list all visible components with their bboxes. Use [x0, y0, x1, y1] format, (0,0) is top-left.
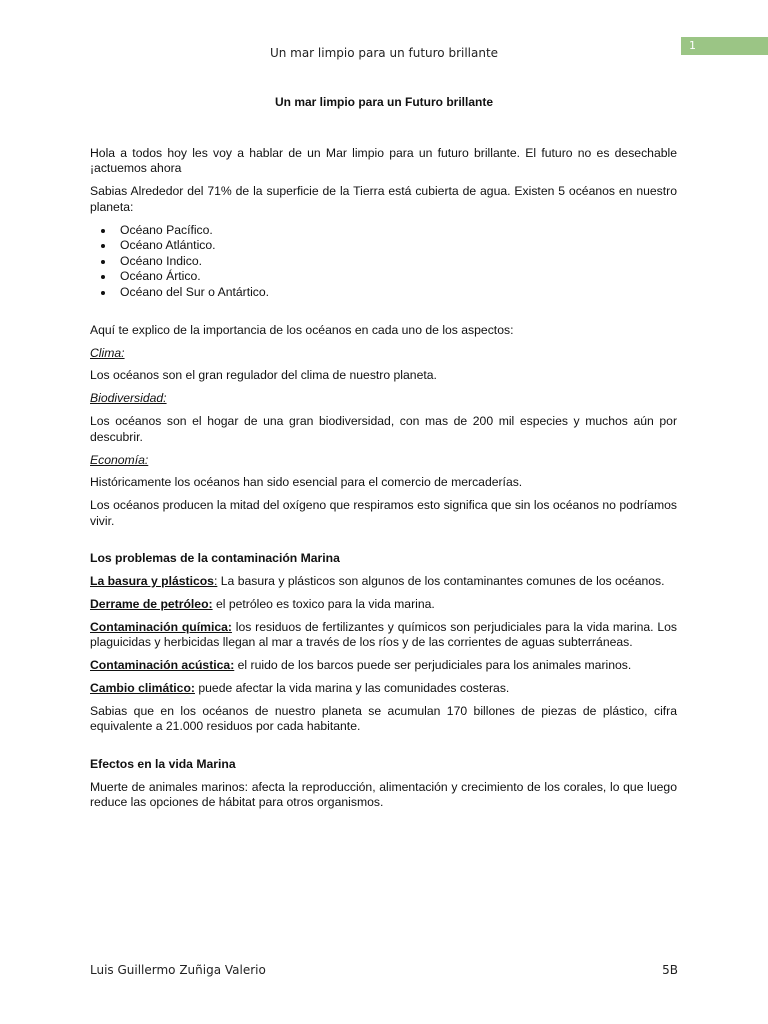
problem-text: el ruido de los barcos puede ser perjudiciales para los animales marinos. — [234, 658, 632, 673]
problem-label: Derrame de petróleo: — [90, 596, 213, 611]
problem-label: Cambio climático: — [90, 681, 195, 696]
aspect-label: Economía: — [90, 452, 149, 467]
list-item: Océano Atlántico. — [90, 238, 677, 254]
plastic-fact-paragraph: Sabias que en los océanos de nuestro planeta se acumulan 170 billones de piezas de plástico, cifra equivalente a 21.000 residuos por cada habitante. — [90, 704, 677, 734]
list-item: Océano del Sur o Antártico. — [90, 285, 677, 301]
aspect-text-clima: Los océanos son el gran regulador del clima de nuestro planeta. — [90, 368, 437, 383]
problem-item — [90, 597, 677, 612]
list-item: Océano Indico. — [90, 254, 677, 270]
aspect-text-biodiversidad: Los océanos son el hogar de una gran biodiversidad, con mas de 200 mil especies y muchos aún por descubrir. — [90, 414, 677, 444]
aspect-label: Clima: — [90, 345, 125, 360]
list-item: Océano Pacífico. — [90, 223, 677, 239]
problems-heading: Los problemas de la contaminación Marina — [90, 551, 340, 566]
document-body — [90, 146, 677, 818]
problem-text: La basura y plásticos son algunos de los contaminantes comunes de los océanos. — [217, 574, 665, 589]
intro-paragraph: Hola a todos hoy les voy a hablar de un Mar limpio para un futuro brillante. El futuro no es desechable ¡actuemos ahora — [90, 146, 677, 176]
problem-item — [90, 620, 677, 651]
problem-label: La basura y plásticos — [90, 574, 214, 589]
problem-item — [90, 681, 677, 696]
problem-text: el petróleo es toxico para la vida marina. — [212, 596, 435, 611]
oceans-intro-paragraph: Sabias Alrededor del 71% de la superficie de la Tierra está cubierta de agua. Existen 5 océanos en nuestro planeta: — [90, 184, 677, 214]
footer-class: 5B — [662, 963, 678, 977]
page-footer — [90, 963, 678, 977]
footer-author: Luis Guillermo Zuñiga Valerio — [90, 963, 266, 977]
problem-item — [90, 658, 677, 673]
problem-text: puede afectar la vida marina y las comunidades costeras. — [194, 681, 510, 696]
problem-item — [90, 574, 677, 589]
document-title: Un mar limpio para un Futuro brillante — [274, 95, 493, 109]
oceans-list — [90, 223, 677, 301]
problem-label: Contaminación química: — [90, 619, 232, 634]
problem-label: Contaminación acústica: — [90, 658, 235, 673]
aspect-label-economia — [90, 453, 677, 468]
running-header: Un mar limpio para un futuro brillante — [269, 46, 499, 60]
effects-paragraph: Muerte de animales marinos: afecta la reproducción, alimentación y crecimiento de los corales, lo que luego reduce las opciones de hábitat para otros organismos. — [90, 779, 677, 810]
aspect-label-clima — [90, 346, 677, 361]
oxygen-paragraph: Los océanos producen la mitad del oxígeno que respiramos esto significa que sin los océanos no podríamos vivir. — [90, 498, 677, 528]
aspect-text-economia: Históricamente los océanos han sido esencial para el comercio de mercaderías. — [90, 475, 523, 490]
effects-heading: Efectos en la vida Marina — [90, 756, 236, 771]
problem-label-sep: : — [213, 574, 218, 589]
problem-text: los residuos de fertilizantes y químicos son perjudiciales para la vida marina. Los plaguicidas y herbicidas llegan al mar a través de los ríos y de las corrientes de aguas subterráneas. — [90, 619, 677, 650]
aspect-label-biodiversidad — [90, 391, 677, 406]
aspect-label: Biodiversidad: — [90, 391, 167, 406]
page-number-badge: 1 — [681, 37, 768, 55]
importance-intro: Aquí te explico de la importancia de los océanos en cada uno de los aspectos: — [90, 322, 514, 337]
list-item: Océano Ártico. — [90, 269, 677, 285]
